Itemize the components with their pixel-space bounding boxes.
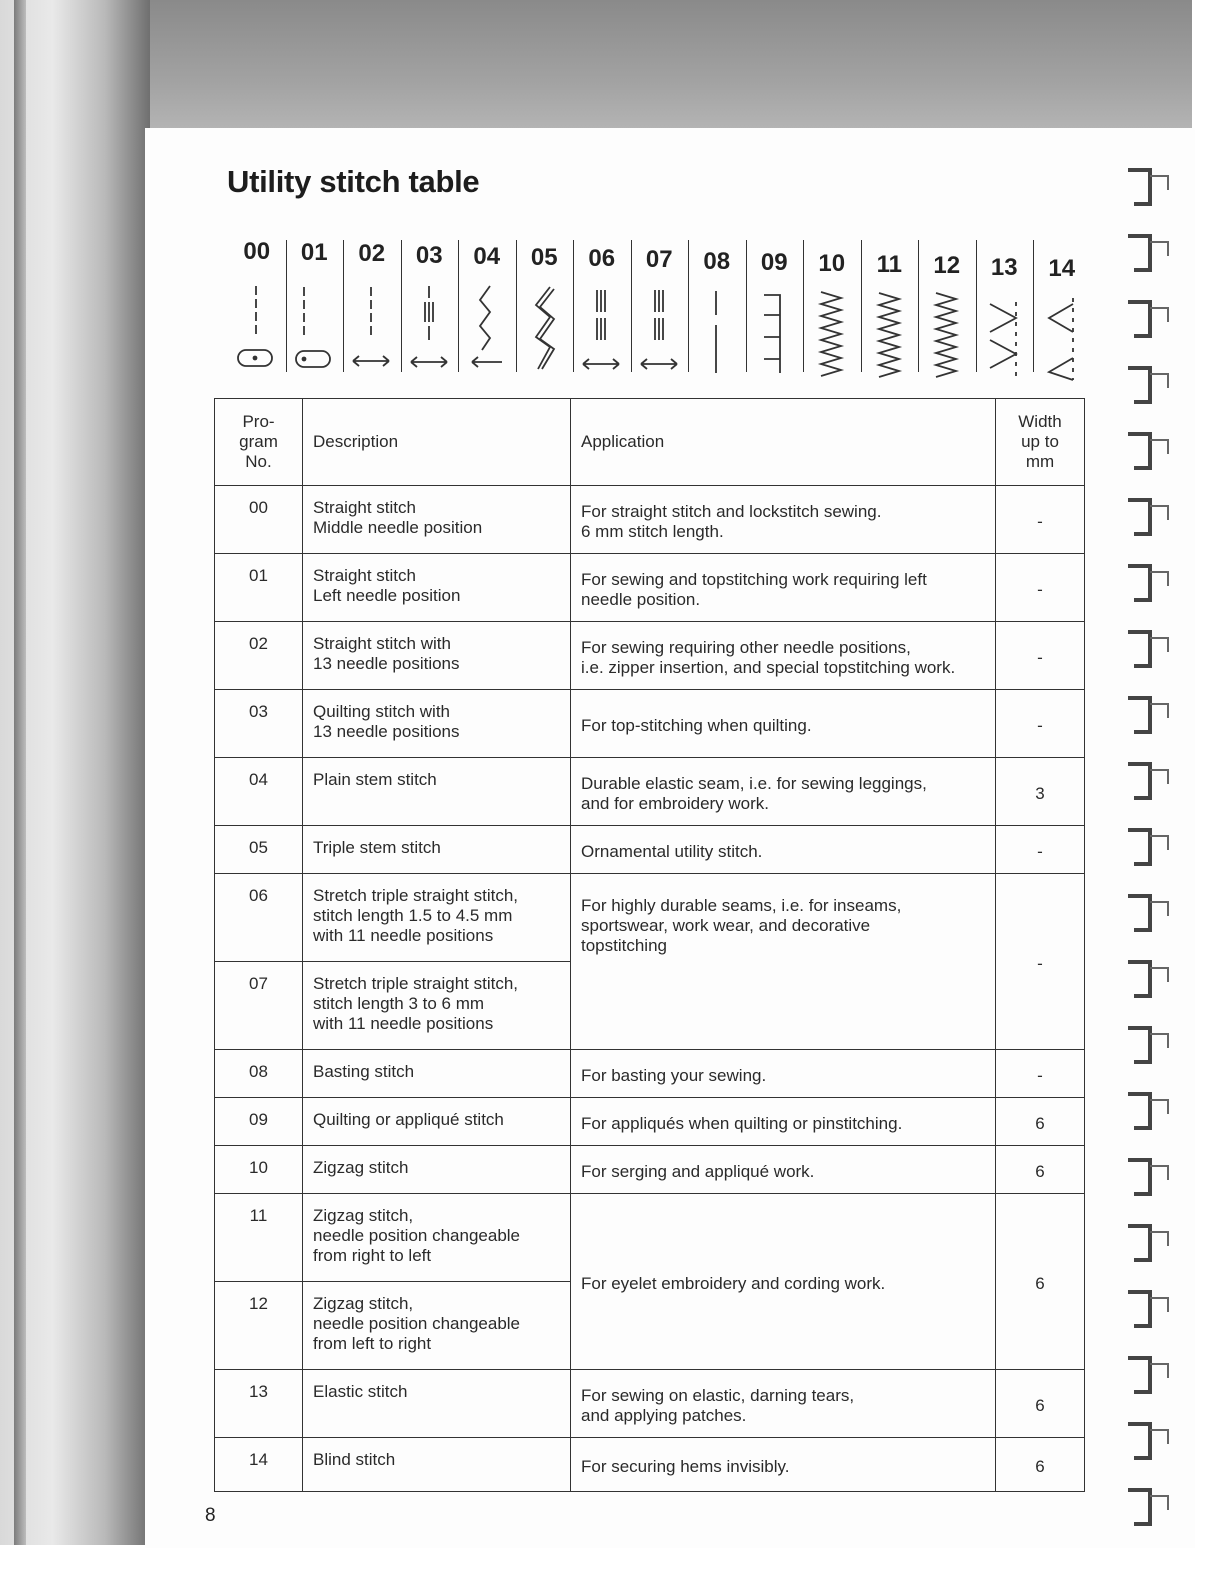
stitch-pattern-number: 03 [415, 241, 443, 269]
scan-bottom-margin [0, 1545, 1224, 1584]
description-cell: Zigzag stitch [303, 1146, 571, 1194]
stitch-pattern-strip [228, 236, 1090, 386]
program-number-cell: 05 [215, 826, 303, 874]
stitch-pattern-05 [516, 236, 574, 386]
triple-stem-stitch-icon [516, 283, 572, 379]
application-cell: For sewing and topstitching work requiring left needle position. [571, 554, 996, 622]
stitch-pattern-number: 00 [243, 238, 271, 265]
description-cell: Elastic stitch [303, 1370, 571, 1438]
description-cell: Quilting or appliqué stitch [303, 1098, 571, 1146]
strip-divider [458, 240, 459, 372]
program-number-cell: 07 [215, 962, 303, 1050]
table-row [215, 1438, 1085, 1492]
program-number-cell: 06 [215, 874, 303, 962]
description-cell: Plain stem stitch [303, 758, 571, 826]
program-number-cell: 10 [215, 1146, 303, 1194]
strip-divider [573, 240, 574, 372]
stitch-pattern-number: 07 [645, 246, 673, 274]
stitch-pattern-number: 10 [818, 250, 846, 277]
page-number: 8 [205, 1505, 216, 1526]
stitch-pattern-08 [688, 236, 746, 386]
application-cell: Durable elastic seam, i.e. for sewing leggings, and for embroidery work. [571, 758, 996, 826]
header-program-number: Pro- gram No. [215, 399, 303, 486]
application-cell: For sewing requiring other needle positions, i.e. zipper insertion, and special topstitching work. [571, 622, 996, 690]
strip-divider [976, 240, 977, 372]
header-width: Width up to mm [996, 399, 1085, 486]
application-cell: For highly durable seams, i.e. for inseams, sportswear, work wear, and decorative topstitching [571, 874, 996, 1050]
header-description: Description [303, 399, 571, 486]
description-cell: Blind stitch [303, 1438, 571, 1492]
program-number-cell: 12 [215, 1282, 303, 1370]
table-row [215, 554, 1085, 622]
quilting-stitch-icon [401, 282, 457, 378]
table-row [215, 1194, 1085, 1282]
stitch-pattern-14 [1033, 236, 1091, 386]
application-cell: For appliqués when quilting or pinstitching. [571, 1098, 996, 1146]
elastic-stitch-icon [976, 288, 1032, 384]
strip-divider [343, 240, 344, 372]
width-cell: - [996, 690, 1085, 758]
spiral-binding-icon [1120, 150, 1180, 1540]
zigzag-stitch-icon [803, 286, 859, 382]
stitch-pattern-number: 11 [876, 251, 902, 279]
stitch-pattern-09 [746, 236, 804, 386]
program-number-cell: 14 [215, 1438, 303, 1492]
stitch-pattern-07 [631, 236, 689, 386]
blind-stitch-icon [1033, 288, 1089, 384]
width-cell: - [996, 1050, 1085, 1098]
stitch-pattern-12 [918, 236, 976, 386]
stitch-pattern-01 [286, 236, 344, 386]
application-cell: For sewing on elastic, darning tears, and applying patches. [571, 1370, 996, 1438]
stitch-pattern-number: 06 [588, 245, 616, 273]
application-cell: For basting your sewing. [571, 1050, 996, 1098]
stitch-pattern-04 [458, 236, 516, 386]
width-cell: 6 [996, 1438, 1085, 1492]
stitch-pattern-06 [573, 236, 631, 386]
description-cell: Zigzag stitch, needle position changeable from right to left [303, 1194, 571, 1282]
plain-stem-stitch-icon [458, 282, 514, 378]
stitch-pattern-02 [343, 236, 401, 386]
description-cell: Straight stitch Middle needle position [303, 486, 571, 554]
table-row [215, 1098, 1085, 1146]
scan-left-edge [14, 0, 26, 1584]
program-number-cell: 09 [215, 1098, 303, 1146]
application-cell: For securing hems invisibly. [571, 1438, 996, 1492]
straight-stitch-left-icon [286, 281, 342, 377]
program-number-cell: 01 [215, 554, 303, 622]
table-row [215, 486, 1085, 554]
applique-stitch-icon [746, 285, 802, 381]
description-cell: Zigzag stitch, needle position changeable from left to right [303, 1282, 571, 1370]
program-number-cell: 11 [215, 1194, 303, 1282]
width-cell: 6 [996, 1194, 1085, 1370]
table-row [215, 826, 1085, 874]
width-cell: 6 [996, 1098, 1085, 1146]
straight-stitch-middle-icon [228, 280, 284, 376]
strip-divider [746, 240, 747, 372]
basting-stitch-icon [688, 285, 744, 381]
table-row [215, 1050, 1085, 1098]
strip-divider [861, 240, 862, 372]
width-cell: 6 [996, 1370, 1085, 1438]
program-number-cell: 00 [215, 486, 303, 554]
description-cell: Triple stem stitch [303, 826, 571, 874]
table-row [215, 1146, 1085, 1194]
application-cell: Ornamental utility stitch. [571, 826, 996, 874]
stitch-pattern-number: 05 [530, 244, 558, 271]
page-title: Utility stitch table [227, 164, 480, 199]
strip-divider [803, 240, 804, 372]
scan-top-shadow [0, 0, 1224, 140]
program-number-cell: 08 [215, 1050, 303, 1098]
description-cell: Quilting stitch with 13 needle positions [303, 690, 571, 758]
stretch-triple-straight-icon [631, 284, 687, 380]
straight-stitch-positions-icon [343, 281, 399, 377]
stitch-pattern-10 [803, 236, 861, 386]
stitch-pattern-03 [401, 236, 459, 386]
strip-divider [918, 240, 919, 372]
stitch-pattern-number: 02 [358, 240, 386, 268]
stitch-pattern-00 [228, 236, 286, 386]
strip-divider [286, 240, 287, 372]
stitch-pattern-number: 13 [990, 253, 1018, 281]
stitch-pattern-13 [976, 236, 1034, 386]
program-number-cell: 13 [215, 1370, 303, 1438]
table-row [215, 622, 1085, 690]
scan-right-margin [1192, 0, 1224, 1584]
application-cell: For top-stitching when quilting. [571, 690, 996, 758]
stitch-pattern-number: 14 [1048, 254, 1076, 282]
zigzag-stitch-icon [861, 287, 917, 383]
program-number-cell: 02 [215, 622, 303, 690]
zigzag-stitch-icon [918, 287, 974, 383]
width-cell: 6 [996, 1146, 1085, 1194]
description-cell: Basting stitch [303, 1050, 571, 1098]
table-row [215, 690, 1085, 758]
utility-stitch-table [214, 398, 1085, 1492]
application-cell: For straight stitch and lockstitch sewing. 6 mm stitch length. [571, 486, 996, 554]
stitch-pattern-number: 08 [703, 247, 731, 275]
description-cell: Straight stitch with 13 needle positions [303, 622, 571, 690]
description-cell: Straight stitch Left needle position [303, 554, 571, 622]
strip-divider [401, 240, 402, 372]
width-cell: - [996, 874, 1085, 1050]
strip-divider [688, 240, 689, 372]
strip-divider [631, 240, 632, 372]
stitch-pattern-number: 04 [473, 242, 501, 270]
stitch-pattern-number: 09 [760, 248, 788, 276]
description-cell: Stretch triple straight stitch, stitch length 1.5 to 4.5 mm with 11 needle positions [303, 874, 571, 962]
strip-divider [516, 240, 517, 372]
header-application: Application [571, 399, 996, 486]
table-header-row [215, 399, 1085, 486]
description-cell: Stretch triple straight stitch, stitch length 3 to 6 mm with 11 needle positions [303, 962, 571, 1050]
table-row [215, 1370, 1085, 1438]
application-cell: For serging and appliqué work. [571, 1146, 996, 1194]
stitch-pattern-number: 01 [300, 239, 328, 267]
width-cell: - [996, 826, 1085, 874]
application-cell: For eyelet embroidery and cording work. [571, 1194, 996, 1370]
strip-divider [1033, 240, 1034, 372]
width-cell: - [996, 554, 1085, 622]
table-row [215, 874, 1085, 962]
stretch-triple-straight-icon [573, 284, 629, 380]
program-number-cell: 04 [215, 758, 303, 826]
table-row [215, 758, 1085, 826]
stitch-pattern-11 [861, 236, 919, 386]
width-cell: - [996, 622, 1085, 690]
program-number-cell: 03 [215, 690, 303, 758]
stitch-pattern-number: 12 [933, 252, 961, 280]
width-cell: 3 [996, 758, 1085, 826]
width-cell: - [996, 486, 1085, 554]
